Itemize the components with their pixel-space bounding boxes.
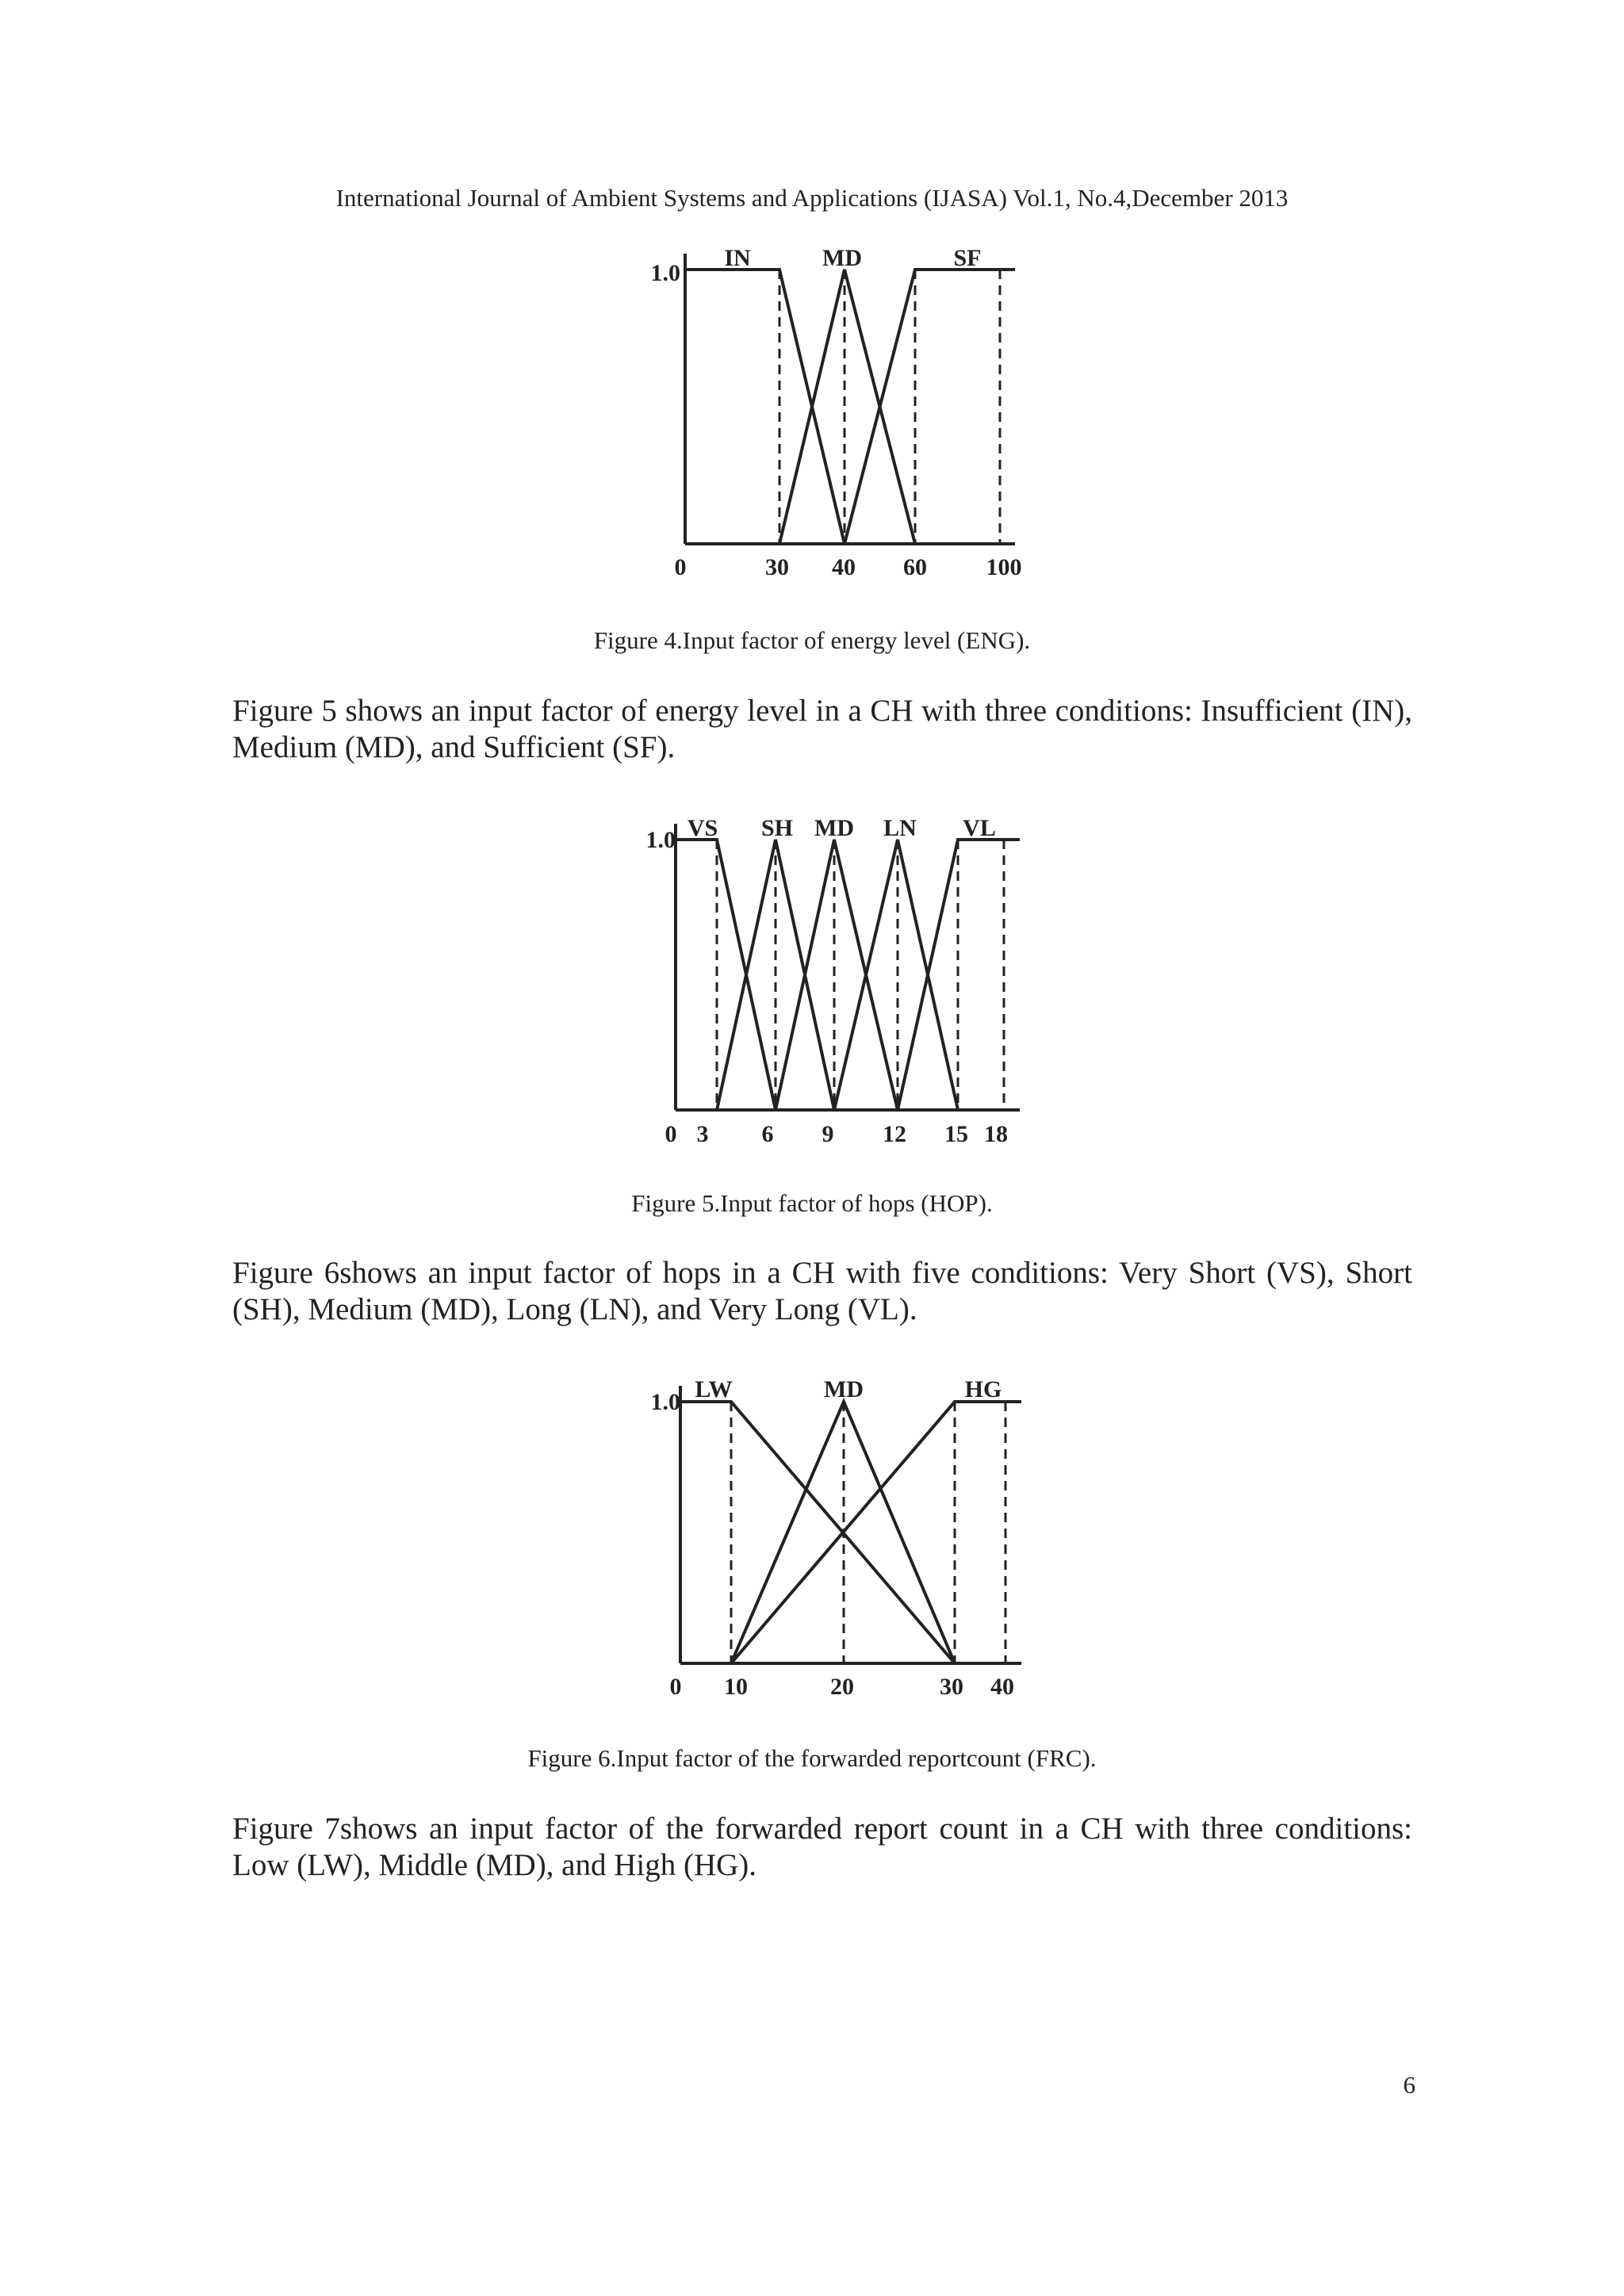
- x-tick-6: 6: [761, 1121, 774, 1147]
- x-tick-0: 0: [674, 554, 687, 580]
- set-label-sf: SF: [953, 245, 982, 271]
- series-md: [776, 840, 898, 1110]
- figure-4-caption: Figure 4.Input factor of energy level (ENG).: [593, 626, 1031, 654]
- set-label-vs: VS: [687, 815, 718, 841]
- figure-6-caption: Figure 6.Input factor of the forwarded reportcount (FRC).: [527, 1744, 1097, 1772]
- x-tick-100: 100: [986, 554, 1022, 580]
- x-tick-10: 10: [724, 1674, 748, 1700]
- paragraph-3: Figure 7shows an input factor of the forwarded report count in a CH with three conditions: Low (LW), Middle (MD), and High (HG).: [232, 1812, 1412, 1882]
- set-labels: [724, 245, 981, 271]
- x-tick-9: 9: [822, 1121, 834, 1147]
- series-md: [779, 270, 915, 544]
- figure-6-chart: [626, 1364, 1039, 1720]
- x-tick-labels: [675, 554, 1022, 580]
- paragraph-1: Figure 5 shows an input factor of energy level in a CH with three conditions: Insufficient (IN), Medium (MD), and Sufficient (SF).: [232, 694, 1412, 764]
- series-hg: [731, 1402, 1021, 1663]
- x-tick-30: 30: [940, 1674, 963, 1700]
- figure-5-svg: [626, 802, 1039, 1159]
- x-tick-20: 20: [830, 1674, 854, 1700]
- set-label-md: MD: [824, 1376, 864, 1402]
- set-label-md: MD: [822, 245, 862, 271]
- x-tick-40: 40: [832, 554, 856, 580]
- y-axis-label: 1.0: [645, 827, 676, 853]
- x-tick-labels: [665, 1121, 1009, 1147]
- x-tick-15: 15: [944, 1121, 968, 1147]
- x-tick-18: 18: [984, 1121, 1008, 1147]
- y-axis-label: 1.0: [650, 260, 680, 286]
- x-tick-30: 30: [765, 554, 789, 580]
- x-tick-40: 40: [990, 1674, 1014, 1700]
- x-tick-0: 0: [665, 1121, 677, 1147]
- y-axis-label: 1.0: [650, 1389, 680, 1415]
- series-sf: [845, 270, 1015, 544]
- figure-6-svg: [626, 1364, 1039, 1720]
- x-tick-3: 3: [696, 1121, 709, 1147]
- set-label-hg: HG: [964, 1376, 1002, 1402]
- page-number: 6: [1403, 2071, 1415, 2099]
- x-tick-60: 60: [903, 554, 927, 580]
- set-label-md: MD: [814, 815, 854, 841]
- set-label-sh: SH: [760, 815, 794, 841]
- series-ln: [834, 840, 958, 1110]
- set-label-ln: LN: [883, 815, 917, 841]
- running-header: International Journal of Ambient Systems and Applications (IJASA) Vol.1, No.4,December 2013: [335, 184, 1289, 212]
- x-tick-labels: [670, 1674, 1015, 1700]
- set-label-lw: LW: [695, 1376, 733, 1402]
- figure-5-chart: [626, 802, 1039, 1159]
- paragraph-2: Figure 6shows an input factor of hops in a CH with five conditions: Very Short (VS), Short (SH), Medium (MD), Long (LN), and Very Long (VL).: [232, 1256, 1412, 1326]
- set-label-in: IN: [724, 245, 751, 271]
- figure-4-chart: [626, 236, 1039, 593]
- x-tick-12: 12: [883, 1121, 906, 1147]
- figure-5-caption: Figure 5.Input factor of hops (HOP).: [631, 1189, 993, 1217]
- set-labels: [695, 1376, 1002, 1402]
- set-label-vl: VL: [963, 815, 996, 841]
- series-lw: [680, 1402, 955, 1663]
- x-tick-0: 0: [669, 1674, 682, 1700]
- series-in: [685, 270, 845, 544]
- figure-4-svg: [626, 236, 1039, 593]
- set-labels: [688, 815, 996, 841]
